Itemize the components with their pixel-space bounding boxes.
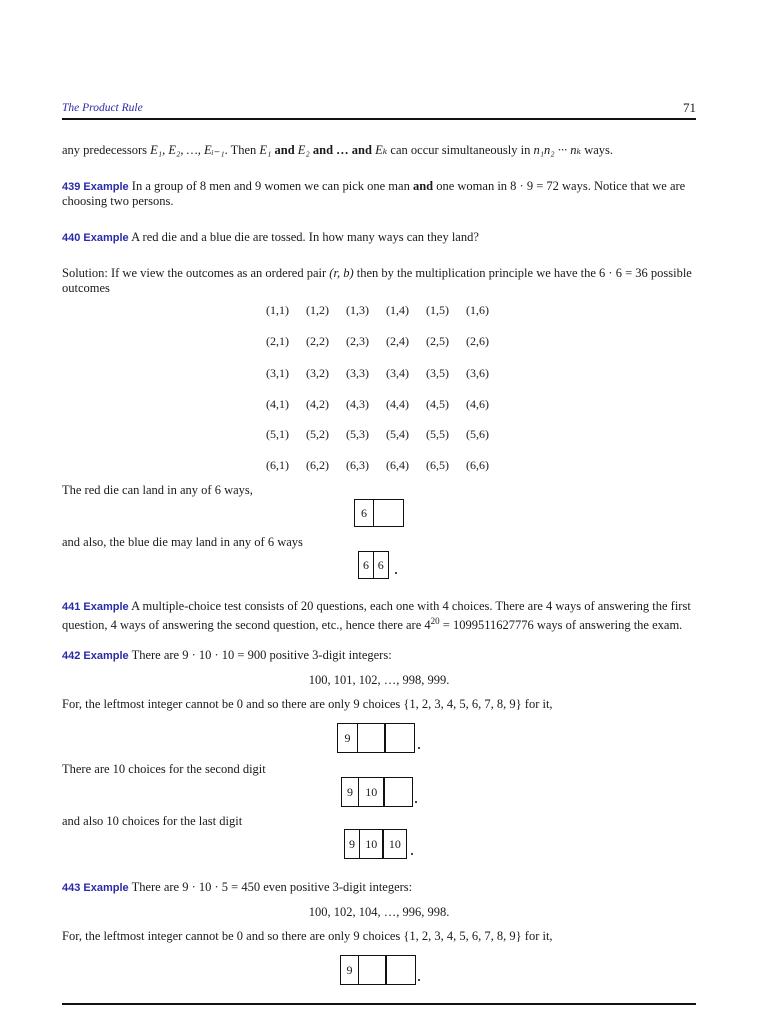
digit-box-row: [354, 499, 404, 527]
text: one woman in 8 · 9 = 72 ways. Notice that we are: [433, 179, 686, 193]
dot-mark: [418, 747, 420, 749]
text: = 1099511627776 ways of answering the exam.: [439, 618, 683, 633]
text: . Then: [224, 143, 260, 157]
text: There are 9 · 10 · 5 = 450 even positive 3-digit integers:: [131, 880, 413, 894]
text: question, 4 ways of answering the second question, etc., hence there are 4: [62, 618, 431, 633]
digit-box-row: [344, 829, 407, 859]
outcome: (4,2): [306, 397, 329, 411]
outcome: (1,4): [386, 303, 409, 317]
even-integer-sequence: 100, 102, 104, …, 996, 998.: [308, 905, 450, 919]
dot-mark: [415, 801, 417, 803]
text: A red die and a blue die are tossed. In how many ways can they land?: [131, 230, 479, 244]
example-439-line1: [62, 179, 696, 195]
text: ways.: [581, 143, 614, 157]
outcome: (4,6): [466, 397, 489, 411]
outcome: (3,5): [426, 366, 449, 380]
integer-sequence: 100, 101, 102, …, 998, 999.: [308, 673, 450, 687]
digit-box: [357, 723, 386, 753]
outcome: (4,4): [386, 397, 409, 411]
example-443-line: [62, 880, 696, 896]
solution-line1: [62, 266, 696, 281]
example-label: 443 Example: [62, 882, 129, 894]
example-440-line: [62, 230, 696, 246]
digit-box-row: [340, 955, 416, 985]
outcome: (4,3): [346, 397, 369, 411]
bold-text: and … and: [309, 143, 376, 157]
second-digit-text: There are 10 choices for the second digit: [62, 762, 266, 776]
outcome: (1,5): [426, 303, 449, 317]
leftmost-text: For, the leftmost integer cannot be 0 and so there are only 9 choices {1, 2, 3, 4, 5, 6, 7, 8, 9} for it,: [62, 697, 553, 711]
outcome: (5,2): [306, 427, 329, 441]
math: E₁, E₂, …, Eᵢ₋₁: [150, 143, 225, 157]
outcome: (6,6): [466, 458, 489, 472]
outcome: (2,6): [466, 334, 489, 348]
outcome: (3,1): [266, 366, 289, 380]
outcomes-row: [266, 334, 506, 349]
digit-box: 6: [354, 499, 374, 527]
digit-box: 6: [358, 551, 374, 579]
outcome: (6,3): [346, 458, 369, 472]
header-rule: [62, 118, 696, 120]
example-label: 441 Example: [62, 601, 129, 613]
outcome: (3,3): [346, 366, 369, 380]
outcomes-row: [266, 427, 506, 442]
outcome: (2,3): [346, 334, 369, 348]
outcome: (2,2): [306, 334, 329, 348]
outcome: (6,1): [266, 458, 289, 472]
blue-die-text: and also, the blue die may land in any of 6 ways: [62, 535, 303, 549]
intro-line: [62, 143, 696, 158]
outcome: (2,5): [426, 334, 449, 348]
text: then by the multiplication principle we have the 6 · 6 = 36 possible: [353, 266, 692, 280]
outcome: (1,1): [266, 303, 289, 317]
text: There are 9 · 10 · 10 = 900 positive 3-digit integers:: [131, 648, 392, 662]
outcome: (1,2): [306, 303, 329, 317]
math: Eₖ: [375, 143, 388, 157]
outcome: (6,2): [306, 458, 329, 472]
digit-box: 9: [344, 829, 360, 859]
footer-rule: [62, 1003, 696, 1005]
example-439-line2: choosing two persons.: [62, 194, 174, 208]
outcome: (5,3): [346, 427, 369, 441]
text: In a group of 8 men and 9 women we can pick one man: [131, 179, 413, 193]
outcome: (5,6): [466, 427, 489, 441]
bold-text: and: [412, 179, 434, 193]
outcome: (5,1): [266, 427, 289, 441]
digit-box: 9: [341, 777, 359, 807]
outcome: (4,1): [266, 397, 289, 411]
outcome: (3,2): [306, 366, 329, 380]
digit-box: 9: [340, 955, 359, 985]
exponent: 20: [430, 616, 440, 626]
digit-box: 10: [382, 829, 407, 859]
last-digit-text: and also 10 choices for the last digit: [62, 814, 243, 828]
digit-box: [384, 723, 415, 753]
outcome: (2,4): [386, 334, 409, 348]
example-label: 440 Example: [62, 232, 129, 244]
outcome: (1,6): [466, 303, 489, 317]
digit-box: [385, 955, 416, 985]
outcome: (1,3): [346, 303, 369, 317]
text: can occur simultaneously in: [387, 143, 534, 157]
red-die-text: The red die can land in any of 6 ways,: [62, 483, 253, 497]
bold-text: and: [271, 143, 298, 157]
example-442-line: [62, 648, 696, 664]
example-label: 442 Example: [62, 650, 129, 662]
section-title: The Product Rule: [62, 102, 143, 114]
outcome: (6,4): [386, 458, 409, 472]
digit-box-row: [337, 723, 415, 753]
outcomes-row: [266, 458, 506, 473]
digit-box-row: [341, 777, 413, 807]
page-number: 71: [683, 100, 696, 115]
text: Solution: If we view the outcomes as an ordered pair: [62, 266, 330, 280]
digit-box: 9: [337, 723, 358, 753]
outcome: (4,5): [426, 397, 449, 411]
outcomes-row: [266, 397, 506, 412]
example-label: 439 Example: [62, 181, 129, 193]
outcome: (5,4): [386, 427, 409, 441]
dot-mark: [418, 979, 420, 981]
outcome: (5,5): [426, 427, 449, 441]
digit-box: [383, 777, 413, 807]
solution-line2: outcomes: [62, 281, 110, 295]
digit-box: 10: [359, 829, 384, 859]
outcome: (6,5): [426, 458, 449, 472]
digit-box: [373, 499, 404, 527]
dot-mark: [411, 853, 413, 855]
dot-mark: [395, 572, 397, 574]
outcomes-row: [266, 366, 506, 381]
digit-box-row: [358, 551, 389, 579]
outcomes-row: [266, 303, 506, 318]
math: E₁: [259, 143, 272, 157]
outcome: (3,6): [466, 366, 489, 380]
math: n₁n₂ ··· nₖ: [533, 143, 582, 157]
outcome: (2,1): [266, 334, 289, 348]
digit-box: 10: [358, 777, 385, 807]
leftmost-text: For, the leftmost integer cannot be 0 and so there are only 9 choices {1, 2, 3, 4, 5, 6, 7, 8, 9} for it,: [62, 929, 553, 943]
digit-box: [358, 955, 387, 985]
math: E₂: [297, 143, 310, 157]
running-header: [62, 100, 696, 118]
text: any predecessors: [62, 143, 151, 157]
outcome: (3,4): [386, 366, 409, 380]
example-441-line1: [62, 599, 696, 615]
example-441-line2: [62, 614, 696, 633]
math: (r, b): [329, 266, 354, 280]
text: A multiple-choice test consists of 20 questions, each one with 4 choices. There are 4 ways of answering the first: [131, 599, 691, 613]
digit-box: 6: [373, 551, 389, 579]
